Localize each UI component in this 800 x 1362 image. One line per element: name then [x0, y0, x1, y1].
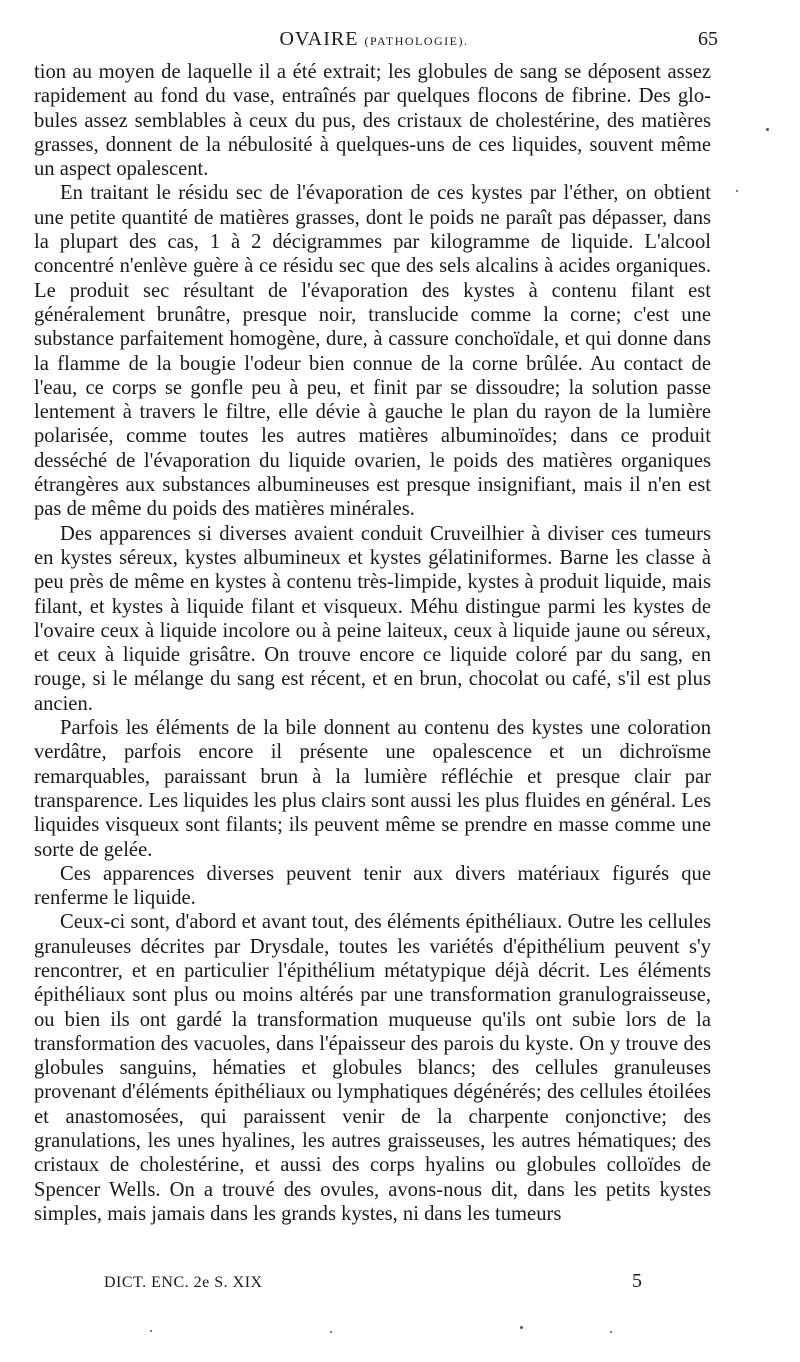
header-title: OVAIRE	[279, 28, 359, 50]
paragraph: En traitant le résidu sec de l'évaporation de ces kystes par l'éther, on obtient une petite quantité de matières grasses, dont le poids ne paraît pas dépasser, dans la plupart des cas, 1 à 2 décigrammes par kilogramme de liquide. L'alcool concentré n'enlève guère à ce résidu sec que des sels alcalins à acides organiques. Le produit sec résultant de l'évaporation des kystes à contenu filant est généralement brunâtre, presque noir, translucide comme la corne; c'est une substance parfaitement homogène, dure, à cassure conchoïdale, et qui donne dans la flamme de la bougie l'odeur bien connue de la corne brûlée. Au contact de l'eau, ce corps se gonfle peu à peu, et finit par se dissoudre; la solution passe lentement à travers le filtre, elle dévie à gauche le plan du rayon de la lumière polarisée, comme toutes les autres matières albuminoïdes; dans ce produit desséché de l'évaporation du liquide ovarien, le poids des matières organiques étrangères aux substances albumineuses est presque insignifiant, mais il n'en est pas de même du poids des matières minérales.	[34, 182, 711, 521]
scan-speck	[150, 1330, 152, 1332]
sheet-number: 5	[632, 1270, 642, 1292]
paragraph: Ces apparences diverses peuvent tenir aux divers matériaux figurés que renferme le liquide.	[34, 862, 711, 910]
scan-speck	[330, 1331, 332, 1333]
running-title	[34, 28, 714, 51]
page-number: 65	[698, 28, 718, 50]
paragraph: Parfois les éléments de la bile donnent au contenu des kystes une coloration verdâtre, parfois encore il présente une opalescence et un dichroïsme remarquables, paraissant brun à la lumière réfléchie et presque clair par transparence. Les liquides les plus clairs sont aussi les plus fluides en général. Les liquides visqueux sont filants; ils peuvent même se prendre en masse comme une sorte de gelée.	[34, 717, 711, 861]
paragraph: Des apparences si diverses avaient conduit Cruveilhier à diviser ces tumeurs en kystes séreux, kystes albumineux et kystes gélatiniformes. Barne les classe à peu près de même en kystes à contenu très-limpide, kystes à produit liquide, mais filant, et kystes à liquide filant et visqueux. Méhu distingue parmi les kystes de l'ovaire ceux à liquide incolore ou à peine laiteux, ceux à liquide jaune ou séreux, et ceux à liquide grisâtre. On trouve encore ce liquide coloré par du sang, en rouge, si le mélange du sang est récent, et en brun, chocolat ou café, s'il est plus ancien.	[34, 522, 711, 715]
header-section: (PATHOLOGIE).	[364, 34, 469, 48]
paragraph-continuation: tion au moyen de laquelle il a été extrait; les globules de sang se déposent assez rapidement au fond du vase, entraînés par quelques flocons de fibrine. Des globules assez semblables à ceux du pus, des cristaux de cholestérine, des matières grasses, donnent de la nébulosité à quelques-uns de ces liquides, souvent même un aspect opalescent.	[34, 61, 711, 181]
paragraph: Ceux-ci sont, d'abord et avant tout, des éléments épithéliaux. Outre les cellules granuleuses décrites par Drysdale, toutes les variétés d'épithélium peuvent s'y rencontrer, et en particulier l'épithélium métatypique déjà décrit. Les éléments épithéliaux sont plus ou moins altérés par une transformation granulograisseuse, ou bien ils ont gardé la transformation muqueuse qu'ils ont subie lors de la transformation des vacuoles, dans l'épaisseur des parois du kyste. On y trouve des globules sanguins, hématies et globules blancs; des cellules granuleuses provenant d'éléments épithéliaux ou lymphatiques dégénérés; des cellules étoilées et anastomosées, qui paraissent venir de la charpente conjonctive; des granulations, les unes hyalines, les autres graisseuses, les autres hématiques; des cristaux de cholestérine, et aussi des corps hyalins ou globules colloïdes de Spencer Wells. On a trouvé des ovules, avons-nous dit, dans les petits kystes simples, mais jamais dans les grands kystes, ni dans les tumeurs	[34, 911, 711, 1225]
scan-speck	[520, 1326, 523, 1329]
scan-speck	[610, 1331, 612, 1333]
scan-speck	[766, 128, 769, 131]
running-head	[34, 28, 718, 58]
scan-speck	[736, 190, 738, 192]
signature-mark: DICT. ENC. 2e S. XIX	[104, 1274, 263, 1291]
body-text	[34, 60, 711, 1226]
printer-signature-line	[104, 1270, 642, 1298]
